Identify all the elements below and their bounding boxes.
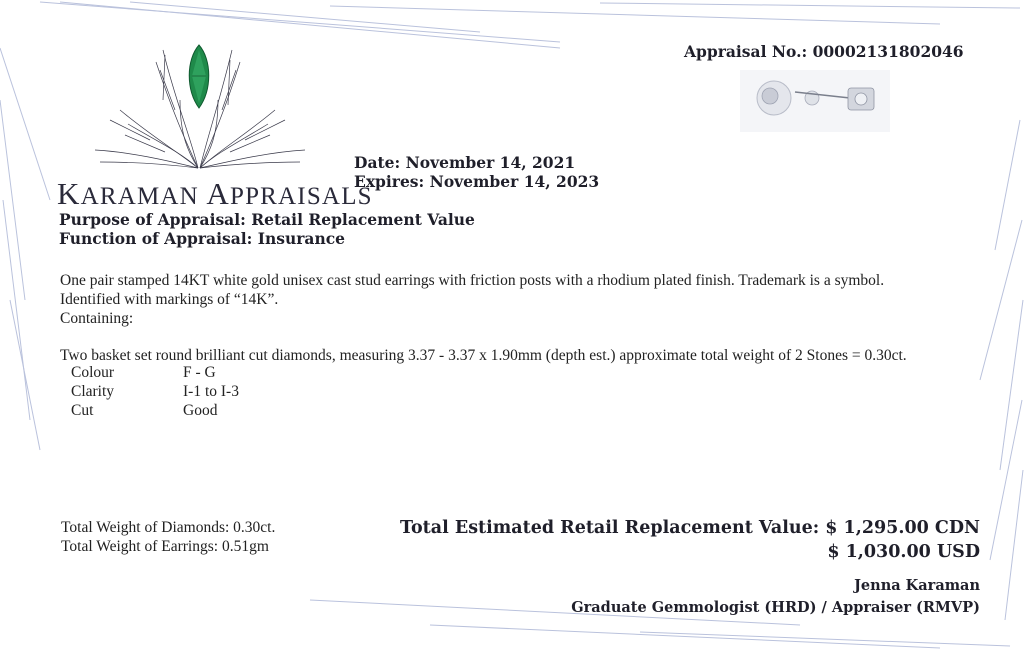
purpose-of-appraisal: Purpose of Appraisal: Retail Replacement Value	[59, 210, 475, 229]
company-name: KARAMAN APPRAISALS	[57, 176, 373, 211]
expiry-date: Expires: November 14, 2023	[354, 172, 600, 191]
grading-row-colour	[71, 363, 239, 382]
appraisal-date: Date: November 14, 2021	[354, 153, 576, 172]
containing-label: Containing:	[60, 310, 134, 327]
item-markings: Identified with markings of “14K”.	[60, 291, 279, 308]
function-of-appraisal: Function of Appraisal: Insurance	[59, 229, 346, 248]
stone-description: Two basket set round brilliant cut diamonds, measuring 3.37 - 3.37 x 1.90mm (depth est.) approximate total weight of 2 Stones = 0.30ct.	[60, 347, 907, 364]
grading-label: Clarity	[71, 383, 115, 400]
total-weight-diamonds: Total Weight of Diamonds: 0.30ct.	[61, 519, 276, 536]
grading-value: F - G	[183, 364, 216, 381]
valuation-label: Total Estimated Retail Replacement Value:	[400, 518, 820, 538]
appraisal-number: Appraisal No.: 00002131802046	[684, 42, 964, 61]
value-usd: $ 1,030.00 USD	[827, 542, 980, 562]
total-weight-earrings: Total Weight of Earrings: 0.51gm	[61, 538, 269, 555]
appraiser-title: Graduate Gemmologist (HRD) / Appraiser (RMVP)	[571, 599, 980, 616]
grading-label: Cut	[71, 402, 94, 419]
earrings-photo	[740, 70, 890, 132]
valuation-line-cdn	[400, 516, 980, 540]
value-cdn: $ 1,295.00 CDN	[825, 518, 980, 538]
company-logo	[80, 40, 320, 180]
grading-label: Colour	[71, 364, 115, 381]
grading-table	[71, 363, 239, 420]
grading-value: I-1 to I-3	[183, 383, 239, 400]
grading-value: Good	[183, 402, 218, 419]
grading-row-cut	[71, 401, 239, 420]
appraiser-name: Jenna Karaman	[854, 577, 980, 594]
item-description: One pair stamped 14KT white gold unisex cast stud earrings with friction posts with a rhodium plated finish. Trademark is a symbol.	[60, 272, 885, 289]
grading-row-clarity	[71, 382, 239, 401]
